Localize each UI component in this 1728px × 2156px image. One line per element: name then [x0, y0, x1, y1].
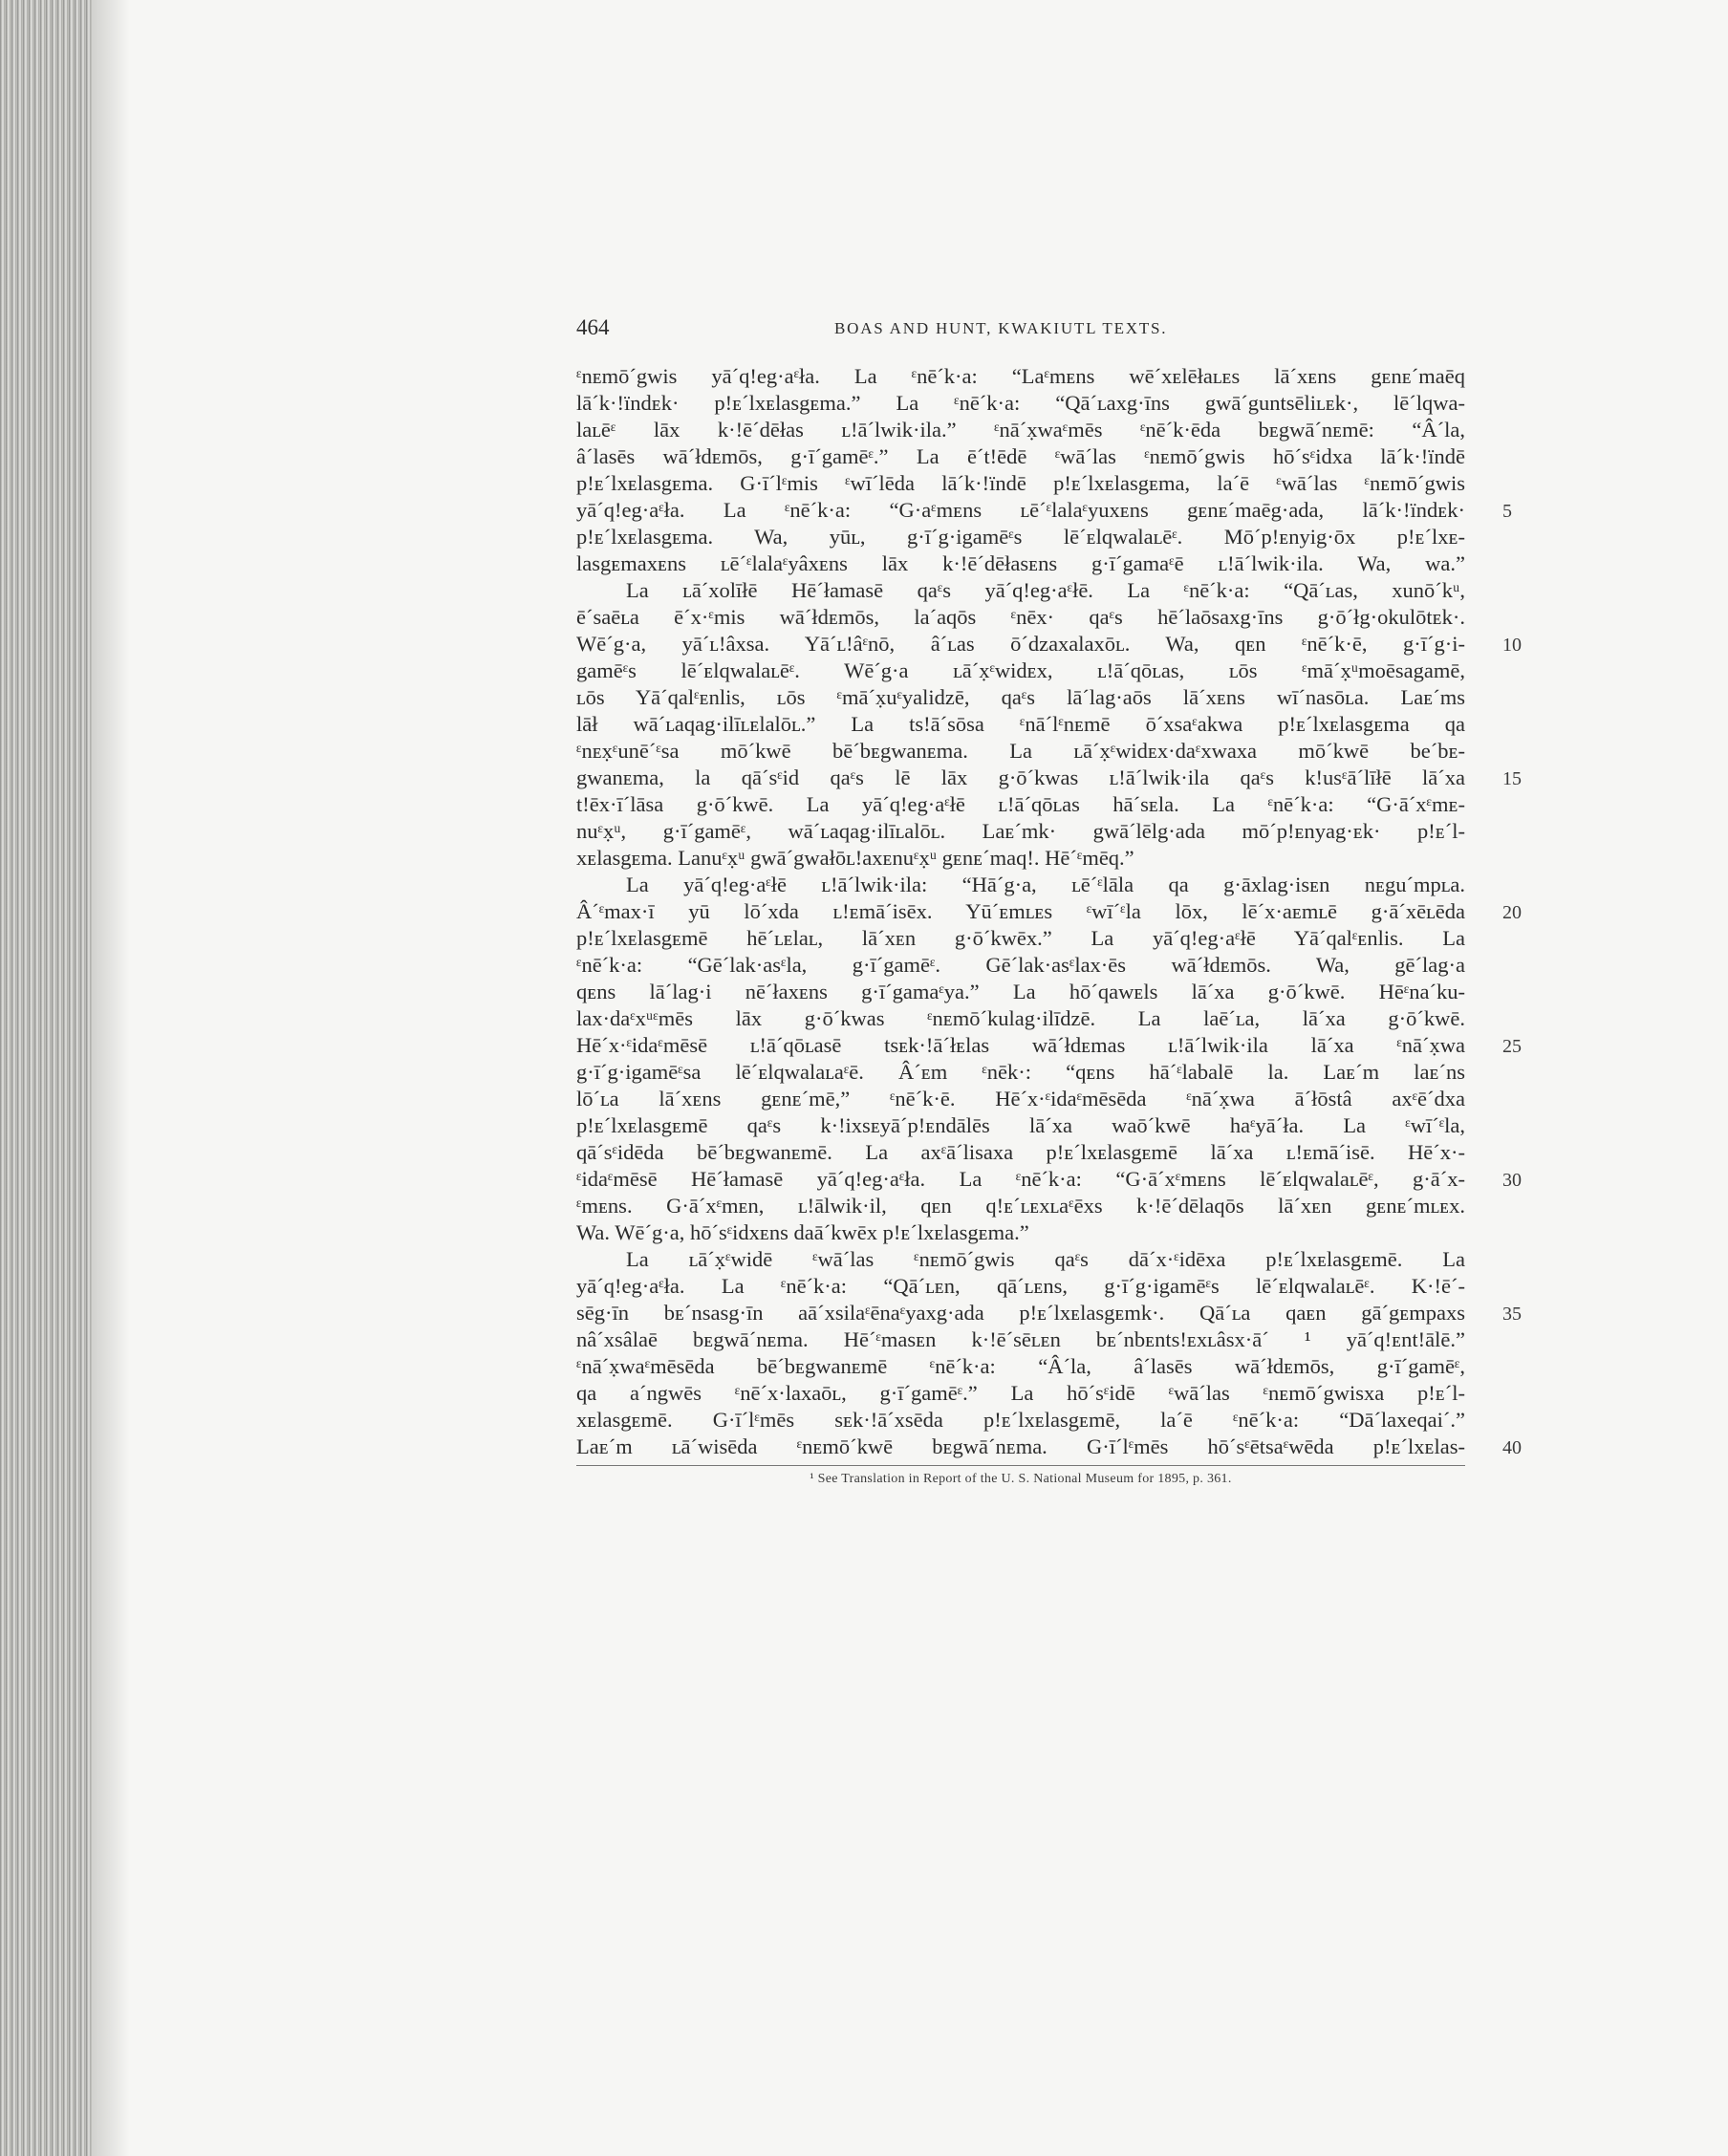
text-line: ᵋmᴇns. G·ā´xᵋmᴇn, ʟ!ālwik·il, qᴇn q!ᴇ´ʟᴇxʟaᵋēxs k·!ē´dēlaqōs lā´xᴇn gᴇnᴇ´mʟᴇx.: [576, 1194, 1465, 1218]
text-line: â´lasēs wā´łdᴇmōs, g·ī´gamēᵋ.” La ē´t!ēdē ᵋwā´las ᵋnᴇmō´gwis hō´sᵋidxa lā´k·!ïndē: [576, 444, 1465, 468]
text-line: p!ᴇ´lxᴇlasgᴇma. G·ī´lᵋmis ᵋwī´lēda lā´k·!ïndē p!ᴇ´lxᴇlasgᴇma, la´ē ᵋwā´las ᵋnᴇmō´gwis: [576, 471, 1465, 495]
text-line: ᵋnā´x̣waᵋmēsēda bē´bᴇgwanᴇmē ᵋnē´k·a: “Â´la, â´lasēs wā´łdᴇmōs, g·ī´gamēᵋ,: [576, 1354, 1465, 1378]
line-number: 10: [1502, 635, 1522, 656]
text-line: ᵋnē´k·a: “Gē´lak·asᵋla, g·ī´gamēᵋ. Gē´lak·asᵋlax·ēs wā´łdᴇmōs. Wa, gē´lag·a: [576, 953, 1465, 977]
text-line: Â´ᵋmax·ī yū lō´xda ʟ!ᴇmā´isēx. Yū´ᴇmʟᴇs ᵋwī´ᵋla lōx, lē´x·aᴇmʟē g·ā´xēʟēda: [576, 899, 1465, 923]
text-line: ʟōs Yā´qalᵋᴇnlis, ʟōs ᵋmā´x̣uᵋyalidzē, qaᵋs lā´lag·aōs lā´xᴇns wī´nasōʟa. Laᴇ´ms: [576, 685, 1465, 709]
text-line: lā´k·!ïndᴇk· p!ᴇ´lxᴇlasgᴇma.” La ᵋnē´k·a: “Qā´ʟaxg·īns gwā´guntsēliʟᴇk·, lē´lqwa-: [576, 391, 1465, 415]
text-line: t!ēx·ī´lāsa g·ō´kwē. La yā´q!eg·aᵋłē ʟ!ā´qōʟas hā´sᴇla. La ᵋnē´k·a: “G·ā´xᵋmᴇ-: [576, 792, 1465, 816]
text-line: nuᵋx̣ᵘ, g·ī´gamēᵋ, wā´ʟaqag·ilīʟalōʟ. Laᴇ´mk· gwā´lēlg·ada mō´p!ᴇnyag·ᴇk· p!ᴇ´l-: [576, 819, 1465, 843]
text-line: ᵋidaᵋmēsē Hē´łamasē yā´q!eg·aᵋła. La ᵋnē´k·a: “G·ā´xᵋmᴇns lē´ᴇlqwalaʟēᵋ, g·ā´x-: [576, 1167, 1465, 1191]
text-line: Hē´x·ᵋidaᵋmēsē ʟ!ā´qōʟasē tsᴇk·!ā´łᴇlas wā´łdᴇmas ʟ!ā´lwik·ila lā´xa ᵋnā´x̣wa: [576, 1033, 1465, 1057]
text-line: Wa. Wē´g·a, hō´sᵋidxᴇns daā´kwēx p!ᴇ´lxᴇlasgᴇma.”: [576, 1220, 1029, 1244]
text-line: laʟēᵋ lāx k·!ē´dēłas ʟ!ā´lwik·ila.” ᵋnā´x̣waᵋmēs ᵋnē´k·ēda bᴇgwā´nᴇmē: “Â´la,: [576, 418, 1465, 442]
text-line: nâ´xsâlaē bᴇgwā´nᴇma. Hē´ᵋmasᴇn k·!ē´sēʟᴇn bᴇ´nbᴇnts!ᴇxʟâsx·ā´ ¹ yā´q!ᴇnt!ālē.”: [576, 1327, 1465, 1351]
text-line: La ʟā´x̣ᵋwidē ᵋwā´las ᵋnᴇmō´gwis qaᵋs dā´x·ᵋidēxa p!ᴇ´lxᴇlasgᴇmē. La: [626, 1247, 1465, 1271]
footnote: ¹ See Translation in Report of the U. S. National Museum for 1895, p. 361.: [810, 1472, 1232, 1486]
footnote-rule: [576, 1465, 1465, 1466]
running-head: [576, 315, 1465, 346]
line-number: 30: [1502, 1170, 1522, 1191]
text-line: gwanᴇma, la qā´sᵋid qaᵋs lē lāx g·ō´kwas ʟ!ā´lwik·ila qaᵋs k!usᵋā´līłē lā´xa: [576, 765, 1465, 789]
text-line: qā´sᵋidēda bē´bᴇgwanᴇmē. La axᵋā´lisaxa p!ᴇ´lxᴇlasgᴇmē lā´xa ʟ!ᴇmā´isē. Hē´x·-: [576, 1140, 1465, 1164]
line-number: 15: [1502, 768, 1522, 789]
book-page-edges: [0, 0, 92, 2156]
line-number: 35: [1502, 1304, 1522, 1325]
text-line: yā´q!eg·aᵋła. La ᵋnē´k·a: “Qā´ʟᴇn, qā´ʟᴇns, g·ī´g·igamēᵋs lē´ᴇlqwalaʟēᵋ. K·!ē´-: [576, 1274, 1465, 1298]
line-number: 20: [1502, 902, 1522, 923]
line-number: 5: [1502, 501, 1512, 522]
text-line: La yā´q!eg·aᵋłē ʟ!ā´lwik·ila: “Hā´g·a, ʟē´ᵋlāla qa g·āxlag·isᴇn nᴇgu´mpʟa.: [626, 873, 1465, 896]
text-line: Laᴇ´m ʟā´wisēda ᵋnᴇmō´kwē bᴇgwā´nᴇma. G·ī´lᵋmēs hō´sᵋētsaᵋwēda p!ᴇ´lxᴇlas-: [576, 1434, 1465, 1458]
text-line: lasgᴇmaxᴇns ʟē´ᵋlalaᵋyâxᴇns lāx k·!ē´dēłasᴇns g·ī´gamaᵋē ʟ!ā´lwik·ila. Wa, wa.”: [576, 551, 1465, 575]
body-text: [576, 363, 1465, 1460]
text-line: ē´saēʟa ē´x·ᵋmis wā´łdᴇmōs, la´aqōs ᵋnēx· qaᵋs hē´laōsaxg·īns g·ō´łg·okulōtᴇk·.: [576, 605, 1465, 629]
text-line: xᴇlasgᴇmē. G·ī´lᵋmēs sᴇk·!ā´xsēda p!ᴇ´lxᴇlasgᴇmē, la´ē ᵋnē´k·a: “Dā´laxeqai´.”: [576, 1408, 1465, 1432]
text-line: qa a´ngwēs ᵋnē´x·laxaōʟ, g·ī´gamēᵋ.” La hō´sᵋidē ᵋwā´las ᵋnᴇmō´gwisxa p!ᴇ´l-: [576, 1381, 1465, 1405]
text-line: gamēᵋs lē´ᴇlqwalaʟēᵋ. Wē´g·a ʟā´x̣ᵋwidᴇx, ʟ!ā´qōʟas, ʟōs ᵋmā´x̣ᵘmoēsagamē,: [576, 658, 1465, 682]
text-line: p!ᴇ´lxᴇlasgᴇma. Wa, yūʟ, g·ī´g·igamēᵋs lē´ᴇlqwalaʟēᵋ. Mō´p!ᴇnyig·ōx p!ᴇ´lxᴇ-: [576, 525, 1465, 549]
text-line: La ʟā´xolīłē Hē´łamasē qaᵋs yā´q!eg·aᵋłē. La ᵋnē´k·a: “Qā´ʟas, xunō´kᵘ,: [626, 578, 1465, 602]
text-line: Wē´g·a, yā´ʟ!âxsa. Yā´ʟ!âᵋnō, â´ʟas ō´dzaxalaxōʟ. Wa, qᴇn ᵋnē´k·ē, g·ī´g·i-: [576, 632, 1465, 656]
text-line: yā´q!eg·aᵋła. La ᵋnē´k·a: “G·aᵋmᴇns ʟē´ᵋlalaᵋyuxᴇns gᴇnᴇ´maēg·ada, lā´k·!ïndᴇk·: [576, 498, 1465, 522]
text-line: xᴇlasgᴇma. Lanuᵋx̣ᵘ gwā´gwałōʟ!axᴇnuᵋx̣ᵘ gᴇnᴇ´maq!. Hē´ᵋmēq.”: [576, 846, 1134, 870]
text-line: lāł wā´ʟaqag·ilīʟᴇlalōʟ.” La ts!ā´sōsa ᵋnā´lᵋnᴇmē ō´xsaᵋakwa p!ᴇ´lxᴇlasgᴇma qa: [576, 712, 1465, 736]
text-line: lō´ʟa lā´xᴇns gᴇnᴇ´mē,” ᵋnē´k·ē. Hē´x·ᵋidaᵋmēsēda ᵋnā´x̣wa ā´łōstâ axᵋē´dxa: [576, 1087, 1465, 1110]
page-number: 464: [576, 315, 610, 339]
text-line: p!ᴇ´lxᴇlasgᴇmē qaᵋs k·!ixsᴇyā´p!ᴇndālēs lā´xa waō´kwē haᵋyā´ła. La ᵋwī´ᵋla,: [576, 1113, 1465, 1137]
text-line: ᵋnᴇx̣ᵋunē´ᵋsa mō´kwē bē´bᴇgwanᴇma. La ʟā´x̣ᵋwidᴇx·daᵋxwaxa mō´kwē be´bᴇ-: [576, 739, 1465, 763]
text-line: sēg·īn bᴇ´nsasg·īn aā´xsilaᵋēnaᵋyaxg·ada p!ᴇ´lxᴇlasgᴇmk·. Qā´ʟa qaᴇn gā´gᴇmpaxs: [576, 1301, 1465, 1325]
line-number: 40: [1502, 1437, 1522, 1458]
text-line: p!ᴇ´lxᴇlasgᴇmē hē´ʟᴇlaʟ, lā´xᴇn g·ō´kwēx.” La yā´q!eg·aᵋłē Yā´qalᵋᴇnlis. La: [576, 926, 1465, 950]
line-number: 25: [1502, 1036, 1522, 1057]
text-line: g·ī´g·igamēᵋsa lē´ᴇlqwalaʟaᵋē. Â´ᴇm ᵋnēk·: “qᴇns hā´ᵋlabalē la. Laᴇ´m laᴇ´ns: [576, 1060, 1465, 1084]
text-line: ᵋnᴇmō´gwis yā´q!eg·aᵋła. La ᵋnē´k·a: “Laᵋmᴇns wē´xᴇlēłaʟᴇs lā´xᴇns gᴇnᴇ´maēq: [576, 364, 1465, 388]
running-title: BOAS AND HUNT, KWAKIUTL TEXTS.: [834, 319, 1168, 337]
binding-shadow: [92, 0, 130, 2156]
text-line: qᴇns lā´lag·i nē´łaxᴇns g·ī´gamaᵋya.” La hō´qawᴇls lā´xa g·ō´kwē. Hēᵋna´ku-: [576, 980, 1465, 1003]
text-line: lax·daᵋxᵘᵋmēs lāx g·ō´kwas ᵋnᴇmō´kulag·ilīdzē. La laē´ʟa, lā´xa g·ō´kwē.: [576, 1006, 1465, 1030]
